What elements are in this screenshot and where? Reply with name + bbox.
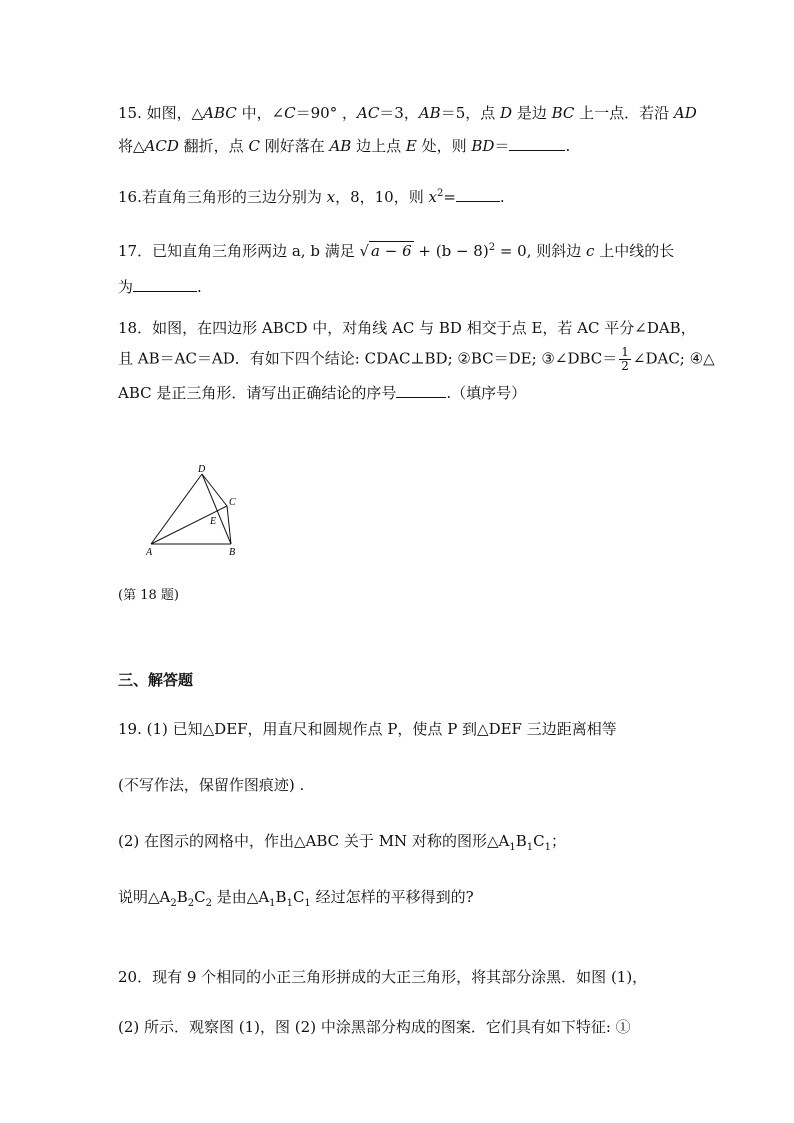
fraction-one-half: $\frac{1}{2}$ — [621, 345, 629, 373]
q20-line2: (2) 所示．观察图 (1)，图 (2) 中涂黑部分构成的图案．它们具有如下特征: ① — [118, 1018, 631, 1036]
q16-line: 16.若直角三角形的三边分别为 x，8，10，则 $x^2=$ . — [118, 188, 505, 206]
q20-line1: 20．现有 9 个相同的小正三角形拼成的大正三角形，将其部分涂黑．如图 (1)， — [118, 968, 648, 986]
q19-line4: 说明$\triangle A_2B_2C_2$ 是由$\triangle A_1B_1C_1$ 经过怎样的平移得到的? — [118, 888, 474, 909]
q17-line1: 17．已知直角三角形两边 a, b 满足 √ $a - 6 + (b - 8)^2 = 0$, 则斜边 c 上中线的长 — [118, 242, 675, 260]
q18-line2: 且 AB＝AC＝AD．有如下四个结论: CDAC⊥BD; ②BC＝DE; ③∠DBC＝ $\frac{1}{2}$ ∠DAC; ④△ — [118, 345, 715, 373]
section-title: 三、解答题 — [118, 671, 194, 689]
q18-line3: ABC 是正三角形．请写出正确结论的序号 .（填序号） — [118, 384, 527, 402]
q17-line2: 为 . — [118, 278, 202, 296]
q18-line1: 18．如图，在四边形 ABCD 中，对角线 AC 与 BD 相交于点 E，若 AC 平分∠DAB， — [118, 319, 696, 337]
segment-dc — [202, 474, 227, 506]
q19-line3: (2) 在图示的网格中，作出△ABC 关于 MN 对称的图形$\triangle A_1B_1C_1$； — [118, 832, 566, 853]
q19-line1: 19. (1) 已知△DEF，用直尺和圆规作点 P，使点 P 到△DEF 三边距离相等 — [118, 720, 617, 738]
label-b: B — [229, 547, 236, 558]
answer-blank-15[interactable] — [509, 136, 565, 151]
answer-blank-18[interactable] — [396, 383, 446, 398]
q19-line2: (不写作法，保留作图痕迹) . — [118, 776, 305, 794]
label-a: A — [146, 547, 153, 558]
segment-ad — [151, 474, 202, 544]
segment-db — [202, 474, 231, 544]
sqrt-sign: √ — [359, 242, 370, 260]
answer-blank-17[interactable] — [133, 277, 197, 292]
label-d: D — [198, 464, 206, 475]
geometry-figure-18 — [140, 460, 250, 560]
q15-line2: 将△ACD 翻折，点 C 刚好落在 AB 边上点 E 处，则 BD＝ . — [118, 137, 571, 155]
answer-blank-16[interactable] — [456, 187, 500, 202]
figure-caption: (第 18 题) — [118, 588, 179, 603]
q15-line1: 15. 如图，△ABC 中，∠C＝90° ，AC＝3，AB＝5，点 D 是边 BC 上一点．若沿 AD — [118, 104, 697, 122]
label-e: E — [210, 516, 217, 527]
label-c: C — [229, 497, 236, 508]
